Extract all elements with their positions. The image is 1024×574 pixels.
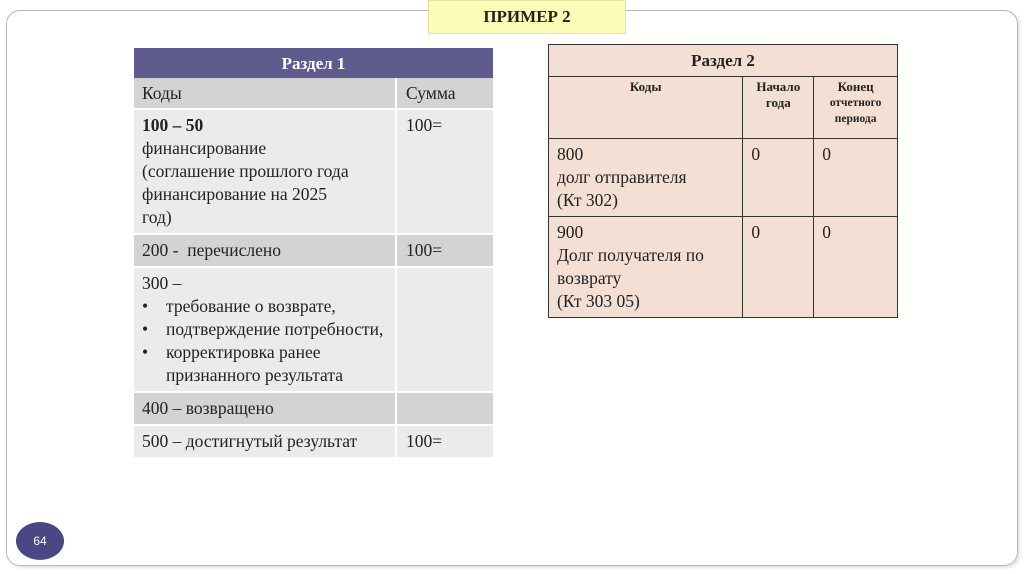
section2-title: Раздел 2: [549, 45, 898, 77]
section2-col-codes: Коды: [549, 77, 743, 139]
section1-row1-sum: 100=: [396, 109, 493, 234]
section1-column-header-row: [134, 78, 493, 109]
section1-row1-code-cell: [134, 109, 396, 234]
section1-header-row: [134, 48, 493, 78]
section1-row1-line: (соглашение прошлого года: [142, 161, 349, 181]
section1-row3-head: 300 –: [142, 273, 182, 293]
table-row: [134, 109, 493, 234]
section1-row1-line: финансирование на 2025: [142, 184, 328, 204]
section2-col-end-line: Конец: [837, 79, 874, 94]
section2-row2-line: Долг получателя по возврату: [557, 245, 704, 288]
list-item: • подтверждение потребности,: [166, 318, 387, 341]
page-number-badge: 64: [16, 522, 64, 560]
table-row: [134, 234, 493, 267]
section1-row1-line: год): [142, 207, 172, 227]
section2-header-row: [549, 45, 898, 77]
section2-row1-code-cell: [549, 139, 743, 217]
section1-row2-sum: 100=: [396, 234, 493, 267]
section2-col-start: Начало года: [743, 77, 814, 139]
list-item: • корректировка ранее признанного результата: [166, 341, 387, 387]
table-row: [134, 267, 493, 392]
section2-col-end-line: отчетного периода: [829, 97, 882, 125]
section2-table: [548, 44, 898, 318]
list-item: • требование о возврате,: [166, 295, 387, 318]
section1-row2-text: 200 - перечислено: [134, 234, 396, 267]
section2-row2-line: (Кт 303 05): [557, 291, 640, 311]
table-row: [134, 425, 493, 458]
section2-row1-line: (Кт 302): [557, 190, 618, 210]
slide-title: ПРИМЕР 2: [428, 0, 626, 34]
section2-row1-code: 800: [557, 144, 584, 164]
table-row: [134, 392, 493, 425]
section1-row1-code: 100 – 50: [142, 115, 204, 135]
section2-column-header-row: [549, 77, 898, 139]
section2-row2-code: 900: [557, 222, 584, 242]
section1-col-codes: Коды: [134, 78, 396, 109]
section1-table: [134, 48, 493, 459]
section1-title: Раздел 1: [134, 48, 493, 78]
section1-row5-text: 500 – достигнутый результат: [134, 425, 396, 458]
table-row: [549, 217, 898, 318]
section2-row2-code-cell: [549, 217, 743, 318]
section2-row1-end: 0: [814, 139, 898, 217]
section2-row1-line: долг отправителя: [557, 167, 687, 187]
section1-row4-text: 400 – возвращено: [134, 392, 396, 425]
section1-row5-sum: 100=: [396, 425, 493, 458]
section1-col-sum: Сумма: [396, 78, 493, 109]
section1-row3-cell: [134, 267, 396, 392]
section2-row2-end: 0: [814, 217, 898, 318]
section1-row3-sum: [396, 267, 493, 392]
section1-row4-sum: [396, 392, 493, 425]
section2-col-end: [814, 77, 898, 139]
section2-row1-start: 0: [743, 139, 814, 217]
section1-row1-line: финансирование: [142, 138, 267, 158]
section2-row2-start: 0: [743, 217, 814, 318]
section1-row3-bullets: [142, 295, 387, 387]
table-row: [549, 139, 898, 217]
